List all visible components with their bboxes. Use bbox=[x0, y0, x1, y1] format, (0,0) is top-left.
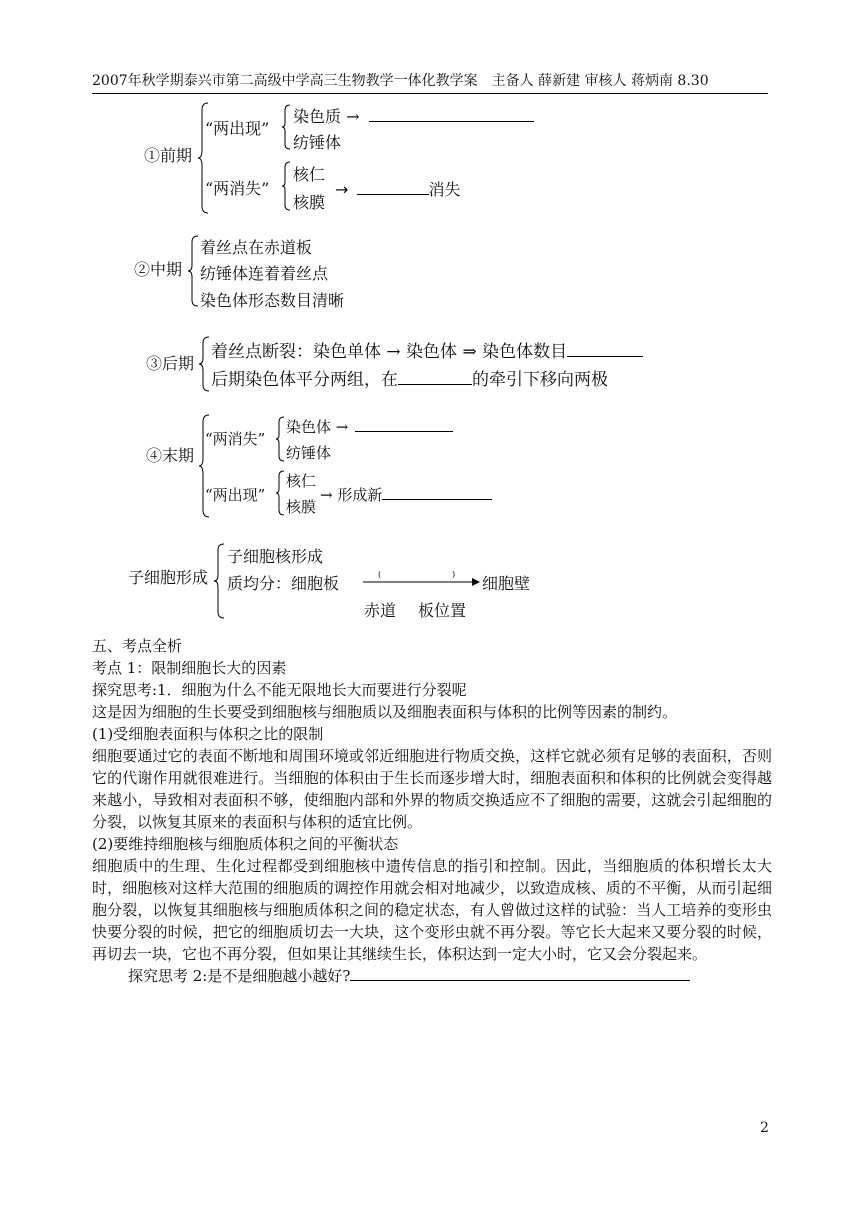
daughter-arrow-end: 细胞壁 bbox=[482, 574, 531, 593]
paragraph-1: 这是因为细胞的生长要受到细胞核与细胞质以及细胞表面积与体积的比例等因素的制约。 bbox=[92, 703, 678, 721]
anaphase-line-1: 着丝点断裂：染色单体 → 染色体 ⇒ 染色体数目 bbox=[211, 337, 643, 362]
daughter-item-2: 质均分：细胞板 bbox=[227, 574, 340, 593]
svg-text:): ) bbox=[452, 570, 456, 579]
anaphase-blank-2[interactable] bbox=[398, 370, 472, 385]
metaphase-item-1: 着丝点在赤道板 bbox=[200, 238, 313, 257]
prophase-appear-brace bbox=[282, 104, 292, 150]
telophase-appear-item-2: 核膜 bbox=[286, 498, 317, 516]
prophase-disappear-item-2: 核膜 bbox=[293, 193, 326, 212]
telophase-blank-1[interactable] bbox=[355, 417, 453, 432]
anaphase-brace bbox=[199, 336, 211, 392]
prophase-disappear-result: → 消失 bbox=[335, 180, 461, 199]
prophase-blank-1[interactable] bbox=[369, 107, 534, 122]
prophase-disappear-label: “两消失” bbox=[205, 179, 270, 198]
telophase-disappear-brace bbox=[276, 416, 286, 462]
telophase-label: ④末期 bbox=[146, 446, 195, 465]
daughter-item-1: 子细胞核形成 bbox=[227, 547, 324, 566]
metaphase-brace bbox=[188, 235, 200, 307]
question-2: 探究思考 2:是不是细胞越小越好? bbox=[92, 965, 772, 987]
telophase-blank-2[interactable] bbox=[382, 485, 492, 500]
anaphase-blank-1[interactable] bbox=[567, 342, 643, 357]
daughter-sub-2: 板位置 bbox=[418, 601, 467, 620]
anaphase-label: ③后期 bbox=[146, 354, 195, 373]
svg-text:(: ( bbox=[378, 570, 382, 579]
subheading-1: (1)受细胞表面积与体积之比的限制 bbox=[92, 725, 324, 743]
prophase-disappear-brace bbox=[282, 161, 292, 211]
telophase-appear-item-1: 核仁 bbox=[286, 472, 317, 490]
telophase-appear-label: “两出现” bbox=[205, 486, 266, 504]
subheading-2: (2)要维持细胞核与细胞质体积之间的平衡状态 bbox=[92, 835, 399, 853]
metaphase-label: ②中期 bbox=[134, 260, 183, 279]
section-title: 五、考点全析 bbox=[92, 637, 183, 655]
prophase-appear-item-2: 纺锤体 bbox=[293, 133, 342, 152]
metaphase-item-3: 染色体形态数目清晰 bbox=[200, 291, 345, 310]
telophase-disappear-item-2: 纺锤体 bbox=[286, 444, 332, 462]
question-1: 探究思考:1．细胞为什么不能无限地长大而要进行分裂呢 bbox=[92, 681, 467, 699]
telophase-appear-brace bbox=[276, 470, 286, 516]
daughter-sub-1: 赤道 bbox=[364, 601, 397, 620]
question-2-blank[interactable] bbox=[350, 966, 690, 981]
prophase-disappear-item-1: 核仁 bbox=[293, 165, 326, 184]
section-body bbox=[92, 635, 772, 987]
prophase-appear-label: “两出现” bbox=[205, 119, 270, 138]
metaphase-item-2: 纺锤体连着着丝点 bbox=[200, 264, 329, 283]
prophase-appear-item-1: 染色质 → bbox=[293, 104, 534, 127]
page-number: 2 bbox=[760, 1120, 769, 1136]
telophase-disappear-label: “两消失” bbox=[205, 430, 266, 448]
paragraph-2: 细胞要通过它的表面不断地和周围环境或邻近细胞进行物质交换，这样它就必须有足够的表面积，否则它的代谢作用就很难进行。当细胞的体积由于生长而逐步增大时，细胞表面积和体积的比例就会变得越来越小，导致相对表面积不够，使细胞内部和外界的物质交换适应不了细胞的需要，这就会引起细胞的分裂，以恢复其原来的表面积与体积的适宜比例。 bbox=[92, 747, 772, 831]
daughter-label: 子细胞形成 bbox=[128, 568, 209, 587]
page-header: 2007年秋学期泰兴市第二高级中学高三生物教学一体化教学案 主备人 薛新建 审核人 蒋炳南 8.30 bbox=[92, 70, 768, 94]
paragraph-3: 细胞质中的生理、生化过程都受到细胞核中遗传信息的指引和控制。因此，当细胞质的体积增长太大时，细胞核对这样大范围的细胞质的调控作用就会相对地减少，以致造成核、质的不平衡，从而引起细胞分裂，以恢复其细胞核与细胞质体积之间的稳定状态，有人曾做过这样的试验：当人工培养的变形虫快要分裂的时候，把它的细胞质切去一大块，这个变形虫就不再分裂。等它长大起来又要分裂的时候，再切去一块，它也不再分裂，但如果让其继续生长，体积达到一定大小时，它又会分裂起来。 bbox=[92, 857, 772, 963]
prophase-label: ①前期 bbox=[144, 146, 193, 165]
daughter-arrow bbox=[360, 568, 490, 588]
anaphase-line-2: 后期染色体平分两组，在 的牵引下移向两极 bbox=[211, 370, 608, 390]
telophase-appear-result: → 形成新 bbox=[320, 484, 492, 505]
daughter-brace bbox=[214, 543, 226, 619]
point-1-heading: 考点 1：限制细胞长大的因素 bbox=[92, 659, 287, 677]
prophase-blank-2[interactable] bbox=[357, 180, 429, 195]
telophase-disappear-item-1: 染色体 → bbox=[286, 416, 453, 437]
